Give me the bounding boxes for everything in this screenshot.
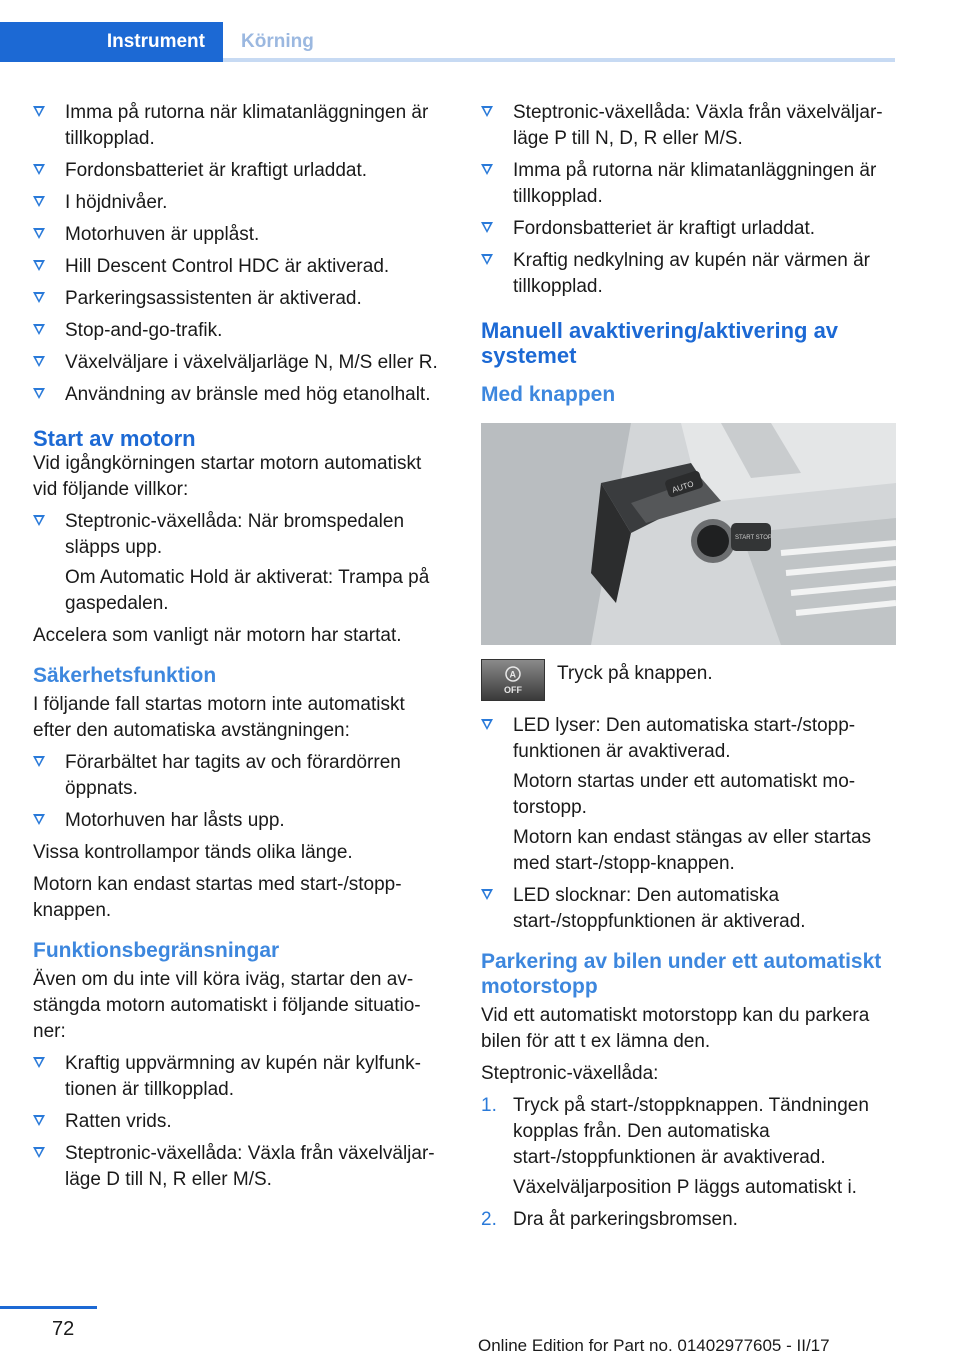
triangle-bullet-icon [481, 222, 493, 233]
tab-instrument[interactable]: Instrument [0, 22, 223, 62]
button-instruction [481, 659, 896, 701]
tab-underline [223, 58, 895, 62]
list-item: Steptronic-växellåda: Växla från växelväljar-läge P till N, D, R eller M/S. [481, 100, 896, 152]
list-item: Parkeringsassistenten är aktiverad. [33, 286, 448, 312]
triangle-bullet-icon [33, 756, 45, 767]
list-item: Motorhuven är upplåst. [33, 222, 448, 248]
triangle-bullet-icon [33, 292, 45, 303]
list-item: Steptronic-växellåda: När bromspedalen släpps upp. Om Automatic Hold är aktiverat: Trampa på gaspedalen. [33, 509, 448, 617]
list-item: I höjdnivåer. [33, 190, 448, 216]
condition-list-left [33, 100, 448, 408]
heading-with-button: Med knappen [481, 383, 616, 406]
list-item: Förarbältet har tagits av och förardörren öppnats. [33, 750, 448, 802]
list-item: 1. Tryck på start-/stoppknappen. Tändningen kopplas från. Den automatiska start-/stoppfunktionen är avaktiverad. Växelväljarposition P läggs automatiskt i. [481, 1095, 869, 1198]
list-item: Imma på rutorna när klimatanläggningen är tillkopplad. [481, 158, 896, 210]
triangle-bullet-icon [33, 1115, 45, 1126]
list-item: Stop-and-go-trafik. [33, 318, 448, 344]
triangle-bullet-icon [33, 1057, 45, 1068]
triangle-bullet-icon [33, 260, 45, 271]
triangle-bullet-icon [481, 719, 493, 730]
photo-button-label: AUTO [671, 479, 695, 495]
list-item: Kraftig uppvärmning av kupén när kylfunk-tionen är tillkopplad. [33, 1051, 448, 1103]
footer-rule [0, 1306, 97, 1309]
triangle-bullet-icon [481, 164, 493, 175]
condition-list-right [481, 100, 896, 300]
triangle-bullet-icon [33, 228, 45, 239]
safety-intro: I följande fall startas motorn inte automatiskt efter den automatiska avstängningen: [33, 694, 405, 741]
off-label: OFF [504, 685, 522, 695]
dashboard-photo [481, 423, 896, 645]
list-item: Imma på rutorna när klimatanläggningen är tillkopplad. [33, 100, 448, 152]
heading-safety: Säkerhetsfunktion [33, 664, 217, 687]
triangle-bullet-icon [33, 814, 45, 825]
safety-list [33, 750, 448, 834]
list-item: 2. Dra åt parkeringsbromsen. [481, 1209, 738, 1230]
start-list [33, 509, 448, 617]
triangle-bullet-icon [33, 196, 45, 207]
triangle-bullet-icon [33, 324, 45, 335]
heading-parking: Parkering av bilen under ett automatiskt motorstopp [481, 950, 882, 998]
triangle-bullet-icon [481, 106, 493, 117]
edition-footer: Online Edition for Part no. 01402977605 - II/17 [478, 1336, 830, 1355]
triangle-bullet-icon [33, 106, 45, 117]
list-item: Motorhuven har låsts upp. [33, 808, 448, 834]
triangle-bullet-icon [33, 388, 45, 399]
list-item: LED lyser: Den automatiska start-/stopp-funktionen är avaktiverad. Motorn startas under ett automatiskt mo-torstopp. Motorn kan endast stängas av eller startas med start-/stopp-knappen. [481, 713, 896, 877]
left-column [33, 100, 448, 1199]
auto-a-circle-icon [504, 665, 522, 683]
safety-p1: Vissa kontrollampor tänds olika länge. [33, 842, 353, 863]
list-item: Användning av bränsle med hög etanolhalt. [33, 382, 448, 408]
start-after: Accelera som vanligt när motorn har startat. [33, 625, 402, 646]
auto-start-stop-off-button-icon [481, 659, 545, 701]
limits-list [33, 1051, 448, 1193]
triangle-bullet-icon [33, 1147, 45, 1158]
button-instruction-text: Tryck på knappen. [557, 663, 713, 684]
tab-korning[interactable]: Körning [223, 22, 895, 62]
heading-start-engine: Start av motorn [33, 426, 196, 451]
list-item: Fordonsbatteriet är kraftigt urladdat. [481, 216, 896, 242]
triangle-bullet-icon [33, 356, 45, 367]
page-number: 72 [52, 1318, 75, 1340]
parking-label: Steptronic-växellåda: [481, 1063, 659, 1084]
list-item: Ratten vrids. [33, 1109, 448, 1135]
start-intro: Vid igångkörningen startar motorn automatiskt vid följande villkor: [33, 453, 422, 500]
parking-intro: Vid ett automatiskt motorstopp kan du parkera bilen för att t ex lämna den. [481, 1005, 870, 1052]
triangle-bullet-icon [33, 164, 45, 175]
limits-intro: Även om du inte vill köra iväg, startar den av-stängda motorn automatiskt i följande situatio-ner: [33, 969, 421, 1042]
safety-p2: Motorn kan endast startas med start-/stopp-knappen. [33, 874, 402, 921]
list-item: Hill Descent Control HDC är aktiverad. [33, 254, 448, 280]
heading-manual: Manuell avaktivering/aktivering av systemet [481, 318, 839, 368]
triangle-bullet-icon [33, 515, 45, 526]
list-item: LED slocknar: Den automatiska start-/stoppfunktionen är aktiverad. [481, 883, 896, 935]
led-list [481, 713, 896, 935]
triangle-bullet-icon [481, 254, 493, 265]
right-column [481, 100, 896, 1239]
photo-button2-label: START STOP [735, 535, 772, 541]
svg-text:A: A [509, 669, 516, 680]
list-item: Steptronic-växellåda: Växla från växelväljar-läge D till N, R eller M/S. [33, 1141, 448, 1193]
list-item: Kraftig nedkylning av kupén när värmen är tillkopplad. [481, 248, 896, 300]
parking-steps [481, 1093, 896, 1233]
triangle-bullet-icon [481, 889, 493, 900]
heading-limits: Funktionsbegränsningar [33, 939, 280, 962]
list-item: Fordonsbatteriet är kraftigt urladdat. [33, 158, 448, 184]
list-item: Växelväljare i växelväljarläge N, M/S eller R. [33, 350, 448, 376]
dashboard-illustration [481, 423, 896, 645]
top-tab-bar [0, 0, 895, 62]
